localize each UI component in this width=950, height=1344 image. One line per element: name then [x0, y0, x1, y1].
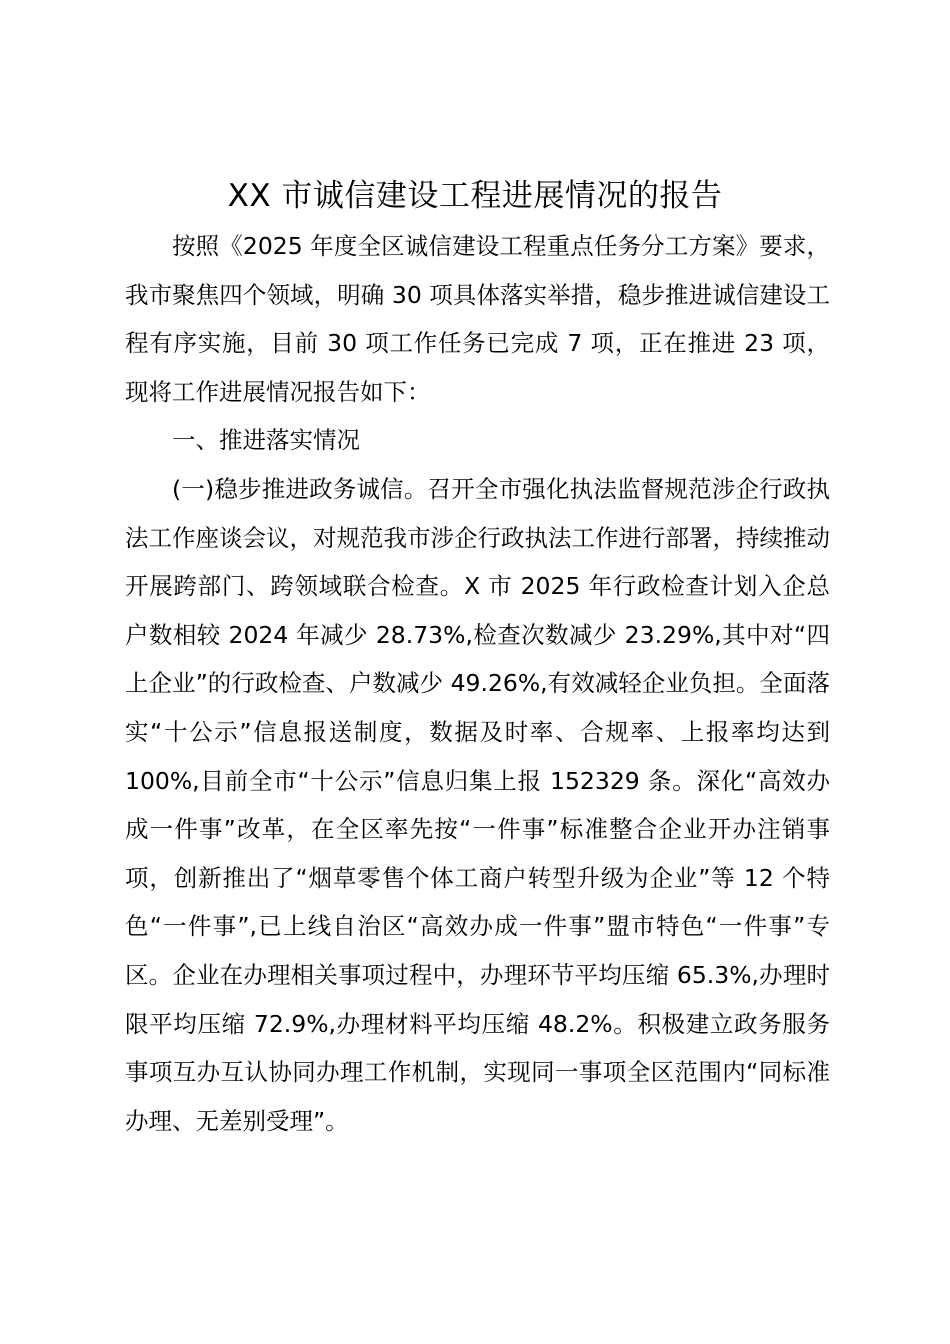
section-heading-1: 一、推进落实情况	[172, 426, 360, 455]
paragraph-government-integrity: (一)稳步推进政务诚信。召开全市强化执法监督规范涉企行政执法工作座谈会议，对规范我市涉企行政执法工作进行部署，持续推动开展跨部门、跨领域联合检查。X 市 2025 年行政检查计划入企总户数相较 2024 年减少 28.73%,检查次数减少 23.29%,其中对“四上企业”的行政检查、户数减少 49.26%,有效减轻企业负担。全面落实“十公示”信息报送制度，数据及时率、合规率、上报率均达到 100%,目前全市“十公示”信息归集上报 152329 条。深化“高效办成一件事”改革，在全区率先按“一件事”标准整合企业开办注销事项，创新推出了“烟草零售个体工商户转型升级为企业”等 12 个特色“一件事”,已上线自治区“高效办成一件事”盟市特色“一件事”专区。企业在办理相关事项过程中，办理环节平均压缩 65.3%,办理时限平均压缩 72.9%,办理材料平均压缩 48.2%。积极建立政务服务事项互办互认协同办理工作机制，实现同一事项全区范围内“同标准办理、无差别受理”。	[125, 474, 830, 1135]
document-title: XX 市诚信建设工程进展情况的报告	[227, 178, 723, 214]
document-body	[125, 222, 830, 1145]
paragraph-intro: 按照《2025 年度全区诚信建设工程重点任务分工方案》要求，我市聚焦四个领域，明确 30 项具体落实举措，稳步推进诚信建设工程有序实施，目前 30 项工作任务已完成 7 项，正在推进 23 项，现将工作进展情况报告如下：	[125, 232, 830, 406]
